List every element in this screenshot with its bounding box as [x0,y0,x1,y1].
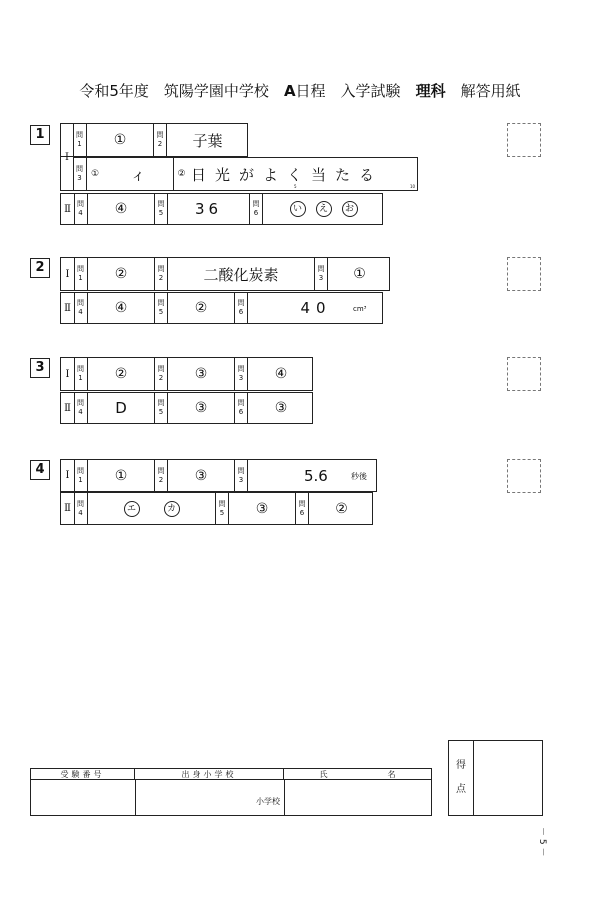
q3-answer-4: D [115,399,127,417]
q1-answer-6-b: え [316,201,332,217]
q3-mon5-label: 問 5 [154,393,168,423]
q1-answer-6 [263,194,384,224]
q2-roman-I: Ⅰ [61,258,75,290]
q2-mon3-label: 問 3 [314,258,328,290]
question-number-2: 2 [30,258,50,278]
q2-roman-II: Ⅱ [61,293,75,323]
q3-answer-1: ② [114,366,128,382]
question-number-1: 1 [30,125,50,145]
q1-mon1-label: 問 1 [73,124,87,156]
q1-char-mark-10: 10 [410,184,416,189]
q2-mon4-label: 問 4 [74,293,88,323]
q2-answer-3: ① [353,266,366,282]
q1-answer-3-1: ィ [130,165,146,184]
q1-answer-6-a: い [290,201,306,217]
q1-roman-I-label: Ⅰ [60,123,74,191]
q4-roman-II: Ⅱ [61,493,75,524]
page-number: － 5 － [537,827,547,857]
q4-mon5-label: 問 5 [215,493,229,524]
name-header: 氏 名 [284,769,431,780]
q1-sub1-label: ① [90,169,100,179]
q1-char-mark-5: 5 [294,184,297,189]
q3-answer-2: ③ [194,366,208,382]
q3-answer-5: ③ [194,400,208,416]
q4-mon1-label: 問 1 [74,460,88,491]
q1-mon6-label: 問 6 [249,194,263,224]
q3-score-box [507,357,541,391]
q3-answer-6: ③ [274,400,288,416]
name-field[interactable] [284,780,431,816]
page-title: 令和5年度 筑陽学園中学校 A日程 入学試験 理科 解答用紙 [79,82,521,100]
school-field[interactable] [135,780,285,816]
q1-row-I-top [73,123,248,157]
q2-score-box [507,257,541,291]
exam-number-field[interactable] [31,780,136,816]
q4-roman-I: Ⅰ [61,460,75,491]
q3-mon6-label: 問 6 [234,393,248,423]
total-score-label: 得 点 [449,741,474,815]
q3-roman-I: Ⅰ [61,358,75,390]
q4-answer-4-a: エ [124,501,140,517]
q2-answer-1: ② [114,266,128,282]
q4-mon3-label: 問 3 [234,460,248,491]
q1-answer-4: ④ [114,201,128,217]
q2-answer-6-value: 40 [300,299,332,317]
q4-answer-4 [88,493,215,524]
q1-mon4-label: 問 4 [74,194,88,224]
question-number-3: 3 [30,358,50,378]
q1-mon5-label: 問 5 [154,194,168,224]
q1-answer-3-2: 日光がよく当たる [191,165,384,184]
school-header: 出身小学校 [135,769,284,780]
q4-mon2-label: 問 2 [154,460,168,491]
q2-mon2-label: 問 2 [154,258,168,290]
q4-answer-2: ③ [194,467,208,484]
q4-row-II [60,492,373,525]
q3-roman-II: Ⅱ [61,393,75,423]
q4-answer-3-unit: 秒後 [351,472,367,481]
q2-row-I [60,257,390,291]
q3-mon2-label: 問 2 [154,358,168,390]
q3-row-II [60,392,313,424]
exam-number-header: 受験番号 [31,769,135,780]
q1-answer-2: 子葉 [192,131,223,150]
q4-answer-5: ③ [255,500,269,517]
q2-row-II [60,292,383,324]
total-score-field[interactable] [473,741,542,815]
school-suffix: 小学校 [256,797,280,806]
q1-row-I-bottom [73,157,418,191]
q3-row-I [60,357,313,391]
q1-answer-1: ① [113,132,127,148]
q4-mon4-label: 問 4 [74,493,88,524]
q2-answer-5: ② [194,300,208,316]
q4-answer-6: ② [335,500,348,517]
q3-mon1-label: 問 1 [74,358,88,390]
q4-answer-1: ① [114,467,128,484]
q4-mon6-label: 問 6 [295,493,309,524]
q4-answer-4-b: カ [164,501,180,517]
question-number-4: 4 [30,460,50,480]
q1-score-box [507,123,541,157]
q1-mon2-label: 問 2 [153,124,167,156]
total-score-box [448,740,543,816]
q2-mon6-label: 問 6 [234,293,248,323]
q4-row-I [60,459,377,492]
q2-answer-6-unit: cm³ [353,305,367,313]
q3-mon3-label: 問 3 [234,358,248,390]
q1-mon3-label: 問 3 [73,158,87,190]
q3-answer-3: ④ [274,366,288,382]
q2-answer-4: ④ [114,300,128,316]
q1-answer-6-c: お [342,201,358,217]
q4-answer-3: 5.6 [304,466,328,485]
student-info-table [30,768,432,816]
q1-roman-II: Ⅱ [61,194,75,224]
q4-score-box [507,459,541,493]
q2-mon1-label: 問 1 [74,258,88,290]
q3-mon4-label: 問 4 [74,393,88,423]
q1-answer-5: 36 [194,200,223,218]
q1-sub2-label: ② [173,158,189,190]
q1-row-II [60,193,383,225]
q2-mon5-label: 問 5 [154,293,168,323]
q2-answer-2: 二酸化炭素 [203,265,279,284]
